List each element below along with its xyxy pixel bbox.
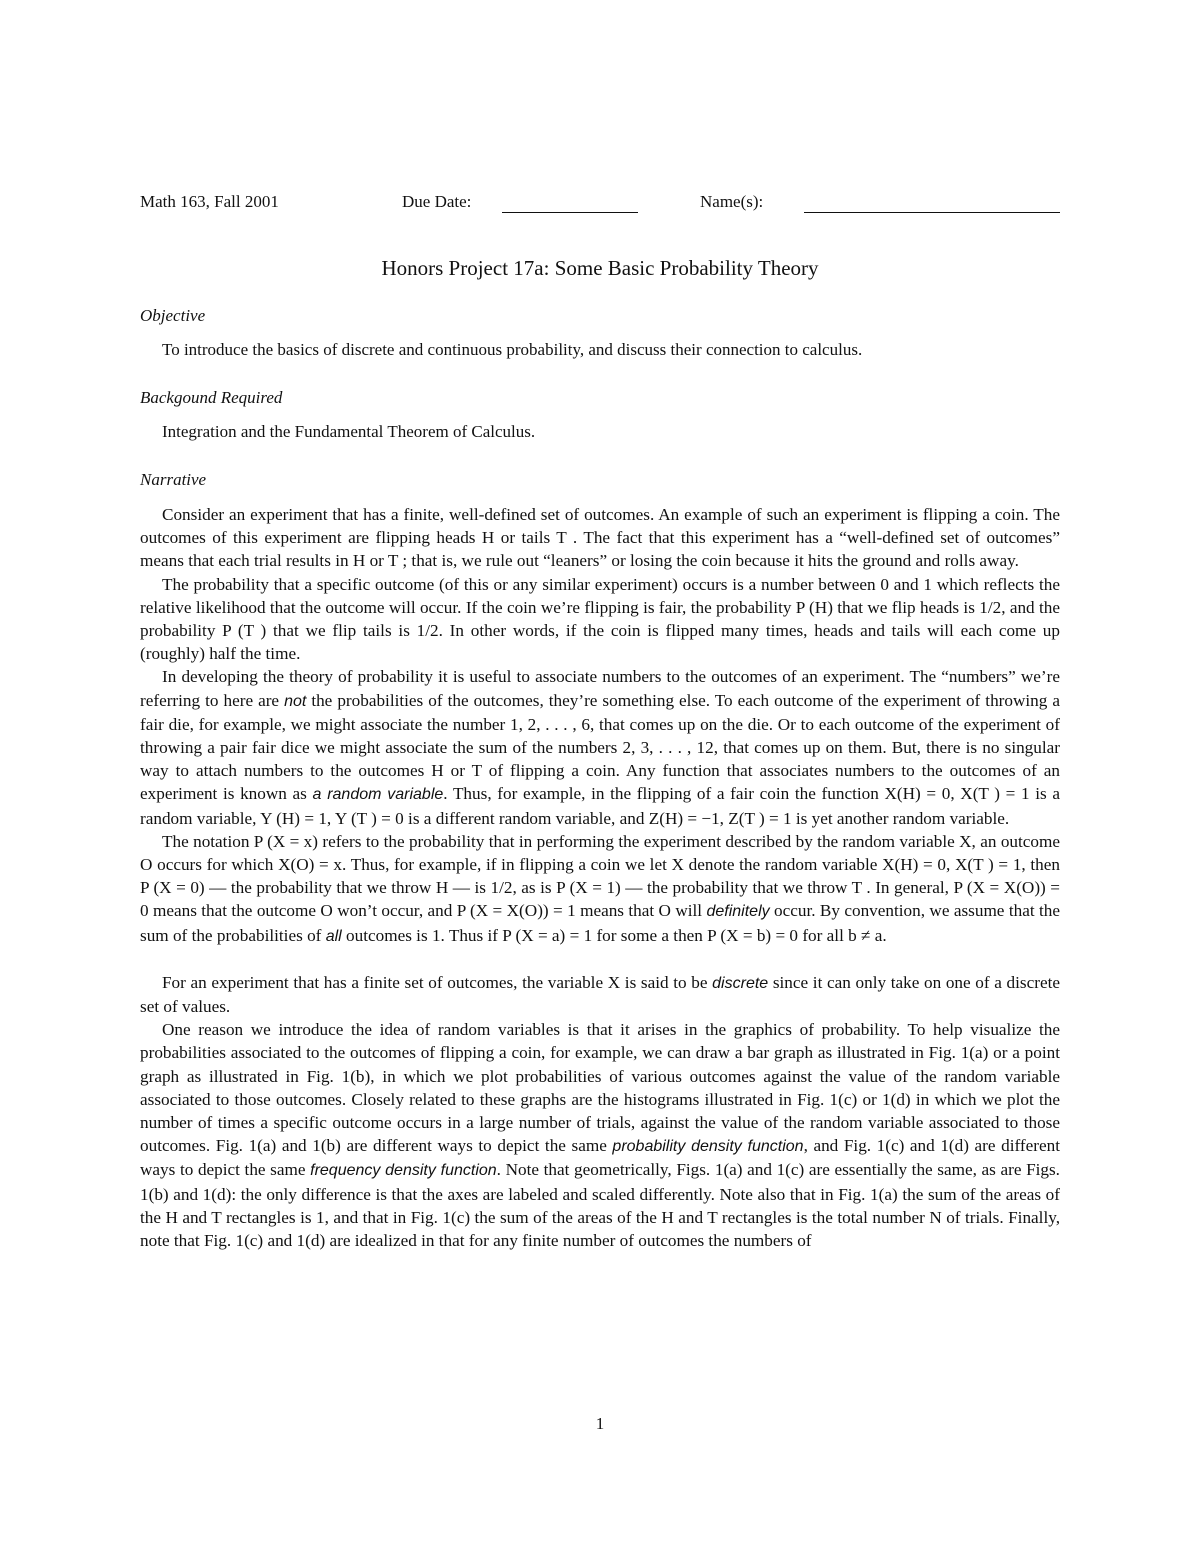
names-blank [804, 212, 1060, 213]
p6-text-a: One reason we introduce the idea of random variables is that it arises in the graphics of probability. To help visualize the probabilities associated to the outcomes of flipping a coin, for example, we can draw a bar graph as illustrated in Fig. 1(a) or a point graph as illustrated in Fig. 1(b), in which we plot probabilities of various outcomes against the value of the random variable associated to those outcomes. Closely related to these graphs are the histograms illustrated in Fig. 1(c) or 1(d) in which we plot the number of times a specific outcome occurs in a large number of trials, against the value of the random variable associated to those outcomes. Fig. 1(a) and 1(b) are different ways to depict the same [140, 1020, 1060, 1156]
due-date-blank [502, 212, 638, 213]
background-heading: Backgound Required [140, 388, 283, 407]
objective-heading: Objective [140, 306, 206, 325]
page-number: 1 [595, 1414, 605, 1433]
p5-text-a: For an experiment that has a finite set of outcomes, the variable X is said to be [162, 972, 713, 992]
p4-emphasis-definitely: definitely [706, 903, 770, 921]
p3-text-b: the probabilities of the outcomes, they’re something else. To each outcome of the experiment of throwing a fair die, for example, we might associate the number 1, 2, . . . , 6, that comes up on the die. Or to each outcome of the experiment of throwing a pair fair dice we might associate the sum of the numbers 2, 3, . . . , 12, that comes up on them. But, there is no singular way to attach numbers to the outcomes H or T of flipping a coin. Any function that associates numbers to the outcomes of an experiment is known as [140, 690, 1060, 804]
p3-text-c: . Thus, for example, in the flipping of a fair coin the function X(H) = 0, X(T ) = 1 is a random variable, Y (H) = 1, Y (T ) = 0 is a different random variable, and Z(H) = −1, Z(T ) = 1 is yet another random variable. [140, 784, 1060, 828]
paragraph-3 [140, 665, 1060, 829]
paragraph-5 [140, 971, 1060, 1018]
p6-text-b: , and Fig. 1(c) and 1(d) are different ways to depict the same [140, 1136, 1060, 1180]
paragraph-1: Consider an experiment that has a finite, well-defined set of outcomes. An example of such an experiment is flipping a coin. The outcomes of this experiment are flipping heads H or tails T . The fact that this experiment has a “well-defined set of outcomes” means that each trial results in H or T ; that is, we rule out “leaners” or losing the coin because it hits the ground and rolls away. [140, 505, 1060, 571]
paragraph-6 [140, 1018, 1060, 1252]
paragraph-4 [140, 830, 1060, 948]
due-date-label: Due Date: [402, 192, 472, 211]
narrative-heading: Narrative [140, 470, 207, 489]
p4-text-a: The notation P (X = x) refers to the probability that in performing the experiment described by the random variable X, an outcome O occurs for which X(O) = x. Thus, for example, if in flipping a coin we let X denote the random variable X(H) = 0, X(T ) = 1, then P (X = 0) — the probability that we throw H — is 1/2, as is P (X = 1) — the probability that we throw T . In general, P (X = X(O)) = 0 means that the outcome O won’t occur, and P (X = X(O)) = 1 means that O will [140, 831, 1060, 921]
p4-emphasis-all: all [325, 927, 342, 945]
page-title: Honors Project 17a: Some Basic Probability Theory [381, 256, 819, 280]
p3-emphasis-random-variable: a random variable [312, 786, 444, 804]
p6-emphasis-pdf: probability density function [612, 1138, 804, 1156]
p3-emphasis-not: not [284, 692, 307, 710]
narrative-body [140, 503, 1060, 1252]
names-label: Name(s): [700, 192, 764, 211]
p5-text-b: since it can only take on one of a discrete set of values. [140, 972, 1060, 1017]
p4-text-c: outcomes is 1. Thus if P (X = a) = 1 for some a then P (X = b) = 0 for all b ≠ a. [341, 925, 887, 945]
p4-text-b: occur. By convention, we assume that the sum of the probabilities of [140, 901, 1060, 945]
objective-text: To introduce the basics of discrete and continuous probability, and discuss their connection to calculus. [162, 340, 863, 359]
p6-text-c: . Note that geometrically, Figs. 1(a) and 1(c) are essentially the same, as are Figs. 1(b) and 1(d): the only difference is that the axes are labeled and scaled differently. Note also that in Fig. 1(a) the sum of the areas of the H and T rectangles is 1, and that in Fig. 1(c) the sum of the areas of the H and T rectangles is the total number N of trials. Finally, note that Fig. 1(c) and 1(d) are idealized in that for any finite number of outcomes the numbers of [140, 1160, 1060, 1251]
course-label: Math 163, Fall 2001 [140, 192, 279, 211]
p3-text-a: In developing the theory of probability it is useful to associate numbers to the outcomes of an experiment. The “numbers” we’re referring to here are [140, 667, 1060, 710]
paragraph-2: The probability that a specific outcome (of this or any similar experiment) occurs is a number between 0 and 1 which reflects the relative likelihood that the outcome will occur. If the coin we’re flipping is fair, the probability P (H) that we flip heads is 1/2, and the probability P (T ) that we flip tails is 1/2. In other words, if the coin is flipped many times, heads and tails will each come up (roughly) half the time. [140, 574, 1060, 664]
background-text: Integration and the Fundamental Theorem of Calculus. [162, 422, 536, 441]
header-row [140, 192, 1060, 218]
p5-emphasis-discrete: discrete [712, 974, 769, 992]
p6-emphasis-fdf: frequency density function [310, 1162, 497, 1180]
